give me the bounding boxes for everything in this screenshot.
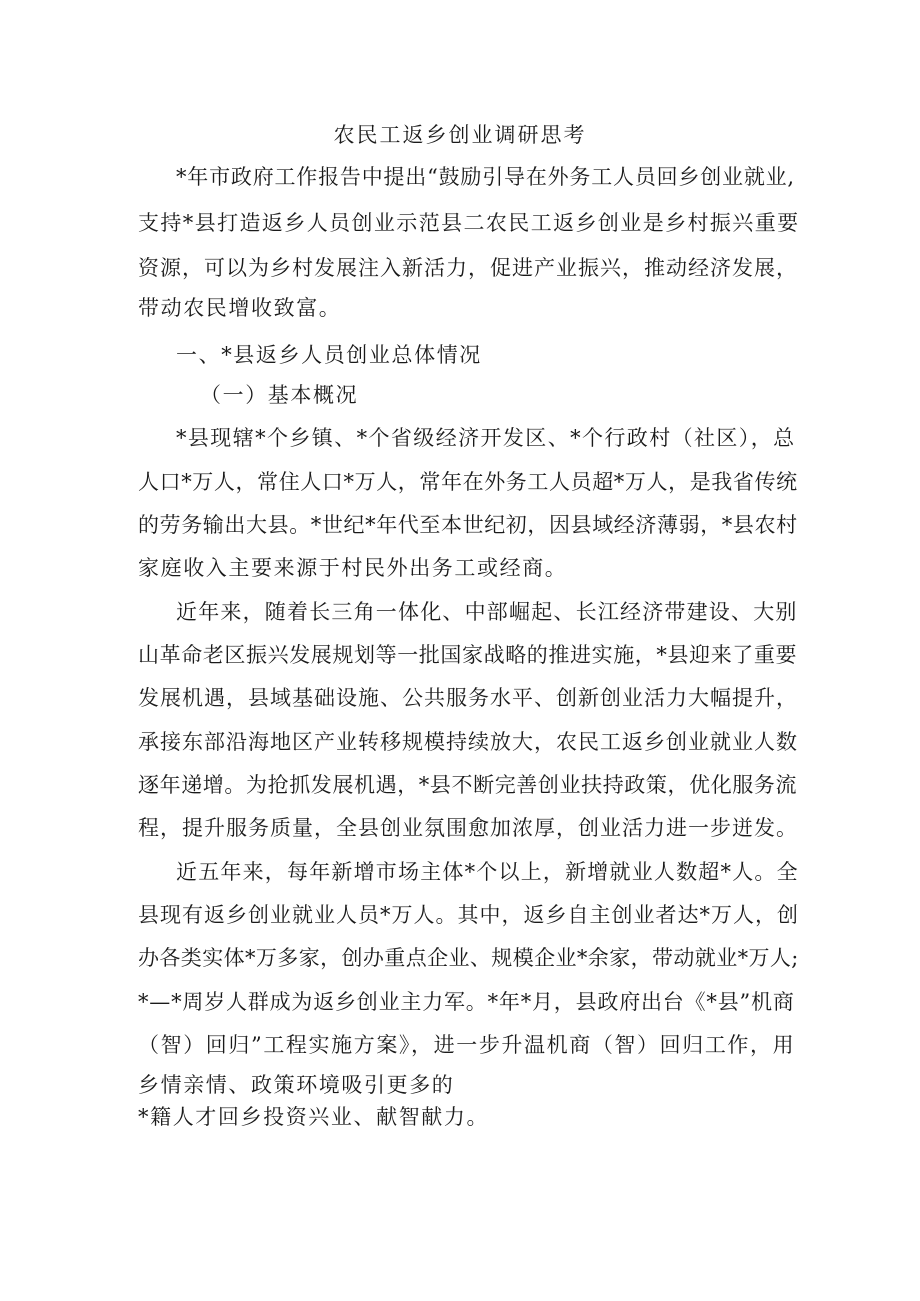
- paragraph-line: 近年来，随着长三角一体化、中部崛起、长江经济带建设、大别: [176, 600, 798, 624]
- paragraph-line: （智）回归”工程实施方案》，进一步升温机商（智）回归工作，用: [138, 1033, 796, 1057]
- paragraph-line: 带动农民增收致富。: [138, 296, 342, 320]
- paragraph-line: *—*周岁人群成为返乡创业主力军。*年*月，县政府出台《*县”机商: [138, 990, 795, 1014]
- paragraph-line: 资源，可以为乡村发展注入新活力，促进产业振兴，推动经济发展，: [138, 256, 798, 280]
- paragraph-line: 山革命老区振兴发展规划等一批国家战略的推进实施，*县迎来了重要: [138, 643, 798, 667]
- paragraph-line: *年市政府工作报告中提出“鼓励引导在外务工人员回乡创业就业,: [176, 165, 795, 189]
- paragraph-line: 发展机遇，县域基础设施、公共服务水平、创新创业活力大幅提升，: [138, 686, 798, 710]
- paragraph-line: *籍人才回乡投资兴业、献智献力。: [138, 1105, 490, 1129]
- document-title: 农民工返乡创业调研思考: [333, 123, 587, 147]
- paragraph-line: 家庭收入主要来源于村民外出务工或经商。: [138, 556, 568, 580]
- subsection-heading: （一）基本概况: [200, 383, 359, 407]
- paragraph-line: 近五年来，每年新增市场主体*个以上，新增就业人数超*人。全: [176, 860, 799, 884]
- paragraph-line: 支持*县打造返乡人员创业示范县二农民工返乡创业是乡村振兴重要: [138, 211, 800, 235]
- paragraph-line: 乡情亲情、政策环境吸引更多的: [138, 1073, 455, 1097]
- section-heading: 一、*县返乡人员创业总体情况: [176, 343, 482, 367]
- paragraph-line: 的劳务输出大县。*世纪*年代至本世纪初，因县域经济薄弱，*县农村: [138, 513, 798, 537]
- paragraph-line: 办各类实体*万多家，创办重点企业、规模企业*余家，带动就业*万人;: [138, 946, 799, 970]
- paragraph-line: 承接东部沿海地区产业转移规模持续放大，农民工返乡创业就业人数: [138, 730, 798, 754]
- paragraph-line: 程，提升服务质量，全县创业氛围愈加浓厚，创业活力进一步迸发。: [138, 816, 798, 840]
- paragraph-line: 逐年递增。为抢抓发展机遇，*县不断完善创业扶持政策，优化服务流: [138, 773, 798, 797]
- paragraph-line: 人口*万人，常住人口*万人，常年在外务工人员超*万人，是我省传统: [138, 470, 798, 494]
- paragraph-line: *县现辖*个乡镇、*个省级经济开发区、*个行政村（社区），总: [176, 426, 796, 450]
- paragraph-line: 县现有返乡创业就业人员*万人。其中，返乡自主创业者达*万人，创: [138, 903, 799, 927]
